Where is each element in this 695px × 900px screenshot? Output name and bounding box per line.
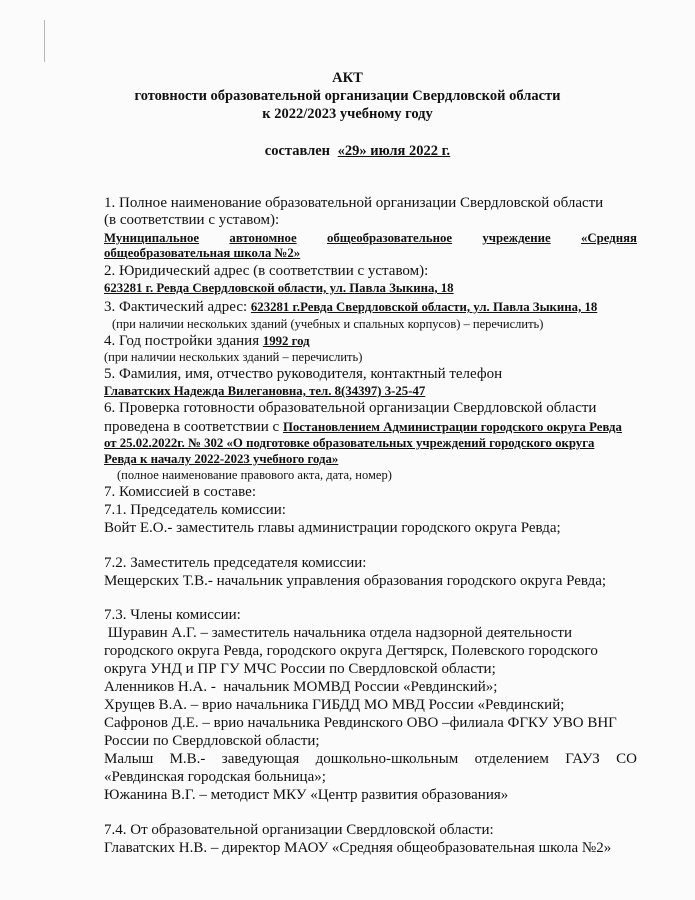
compiled-prefix: составлен (264, 143, 331, 159)
member5-word: М.В.- (169, 751, 206, 767)
item4-note: (при наличии нескольких зданий – перечислить) (104, 350, 363, 364)
item1-word: автономное (229, 231, 297, 245)
member1-line1: Шуравин А.Г. – заместитель начальника отдела надзорной деятельности (104, 625, 572, 641)
item7-label: 7. Комиссией в составе: (104, 484, 257, 500)
item7-2-value: Мещерских Т.В.- начальник управления образования городского округа Ревда; (104, 573, 607, 589)
member6: Южанина В.Г. – методист МКУ «Центр развития образования» (104, 787, 509, 803)
item1-word: общеобразовательное (326, 231, 453, 245)
compiled-date: «29» июля 2022 г. (337, 143, 451, 159)
member5-word: отделением (474, 751, 549, 767)
member5-word: заведующая (221, 751, 300, 767)
item6-line1: 6. Проверка готовности образовательной организации Свердловской области (104, 400, 597, 416)
item6-line4: Ревда к началу 2022-2023 учебного года» (104, 452, 339, 466)
item7-4-label: 7.4. От образовательной организации Свердловской области: (104, 822, 494, 838)
member5-word: СО (616, 751, 637, 767)
item6-note: (полное наименование правового акта, дата, номер) (117, 468, 392, 482)
act-subtitle-line2: к 2022/2023 учебному году (262, 106, 433, 122)
member4-line1: Сафронов Д.Е. – врио начальника Ревдинского ОВО –филиала ФГКУ УВО ВНГ (104, 715, 617, 731)
item7-3-label: 7.3. Члены комиссии: (104, 607, 241, 623)
member4-line2: России по Свердловской области; (104, 733, 320, 749)
act-title: АКТ (332, 70, 363, 86)
item4-value: 1992 год (262, 334, 310, 348)
item6-line2-prefix: проведена в соответствии с (104, 419, 283, 435)
item7-1-label: 7.1. Председатель комиссии: (104, 502, 286, 518)
compiled-date-line (0, 143, 695, 160)
item3-note: (при наличии нескольких зданий (учебных и спальных корпусов) – перечислить) (112, 317, 544, 331)
member5-word: дошкольно-школьным (315, 751, 459, 767)
member5-line1 (104, 751, 637, 768)
item1-word: «Средняя (580, 231, 637, 245)
item2-value: 623281 г. Ревда Свердловской области, ул. Павла Зыкина, 18 (104, 281, 454, 295)
act-subtitle-line1: готовности образовательной организации Свердловской области (134, 88, 561, 104)
item1-value-line1 (104, 231, 637, 246)
item1-line1: 1. Полное наименование образовательной организации Свердловской области (104, 195, 604, 211)
scan-artifact (44, 20, 48, 62)
item6-line3: от 25.02.2022г. № 302 «О подготовке образовательных учреждений городского округа (104, 436, 595, 450)
item7-2-label: 7.2. Заместитель председателя комиссии: (104, 555, 367, 571)
member5-word: Малыш (104, 751, 154, 767)
item4-line (104, 332, 310, 350)
item1-word: Муниципальное (104, 231, 200, 245)
item2-label: 2. Юридический адрес (в соответствии с уставом): (104, 263, 429, 279)
member2: Аленников Н.А. - начальник МОМВД России «Ревдинский»; (104, 679, 498, 695)
item3-label: 3. Фактический адрес: (104, 299, 251, 315)
item1-value-line2: общеобразовательная школа №2» (104, 246, 301, 260)
member1-line2: городского округа Ревда, городского округа Дегтярск, Полевского городского (104, 643, 598, 659)
item1-word: учреждение (482, 231, 551, 245)
member5-line2: «Ревдинская городская больница»; (104, 769, 326, 785)
item4-label: 4. Год постройки здания (104, 333, 263, 349)
item6-line2 (104, 418, 622, 436)
item1-line2: (в соответствии с уставом): (104, 212, 280, 228)
member1-line3: округа УНД и ПР ГУ МЧС России по Свердловской области; (104, 661, 496, 677)
item5-value: Главатских Надежда Вилегановна, тел. 8(34397) 3-25-47 (104, 384, 426, 398)
member5-word: ГАУЗ (565, 751, 600, 767)
member3: Хрущев В.А. – врио начальника ГИБДД МО МВД России «Ревдинский; (104, 697, 565, 713)
item7-1-value: Войт Е.О.- заместитель главы администрации городского округа Ревда; (104, 520, 561, 536)
item7-4-value: Главатских Н.В. – директор МАОУ «Средняя общеобразовательная школа №2» (104, 840, 612, 856)
item6-line2-bold: Постановлением Администрации городского округа Ревда (282, 420, 622, 434)
item3-line (104, 298, 597, 316)
item3-value: 623281 г.Ревда Свердловской области, ул. Павла Зыкина, 18 (250, 300, 598, 314)
item5-label: 5. Фамилия, имя, отчество руководителя, контактный телефон (104, 366, 503, 382)
